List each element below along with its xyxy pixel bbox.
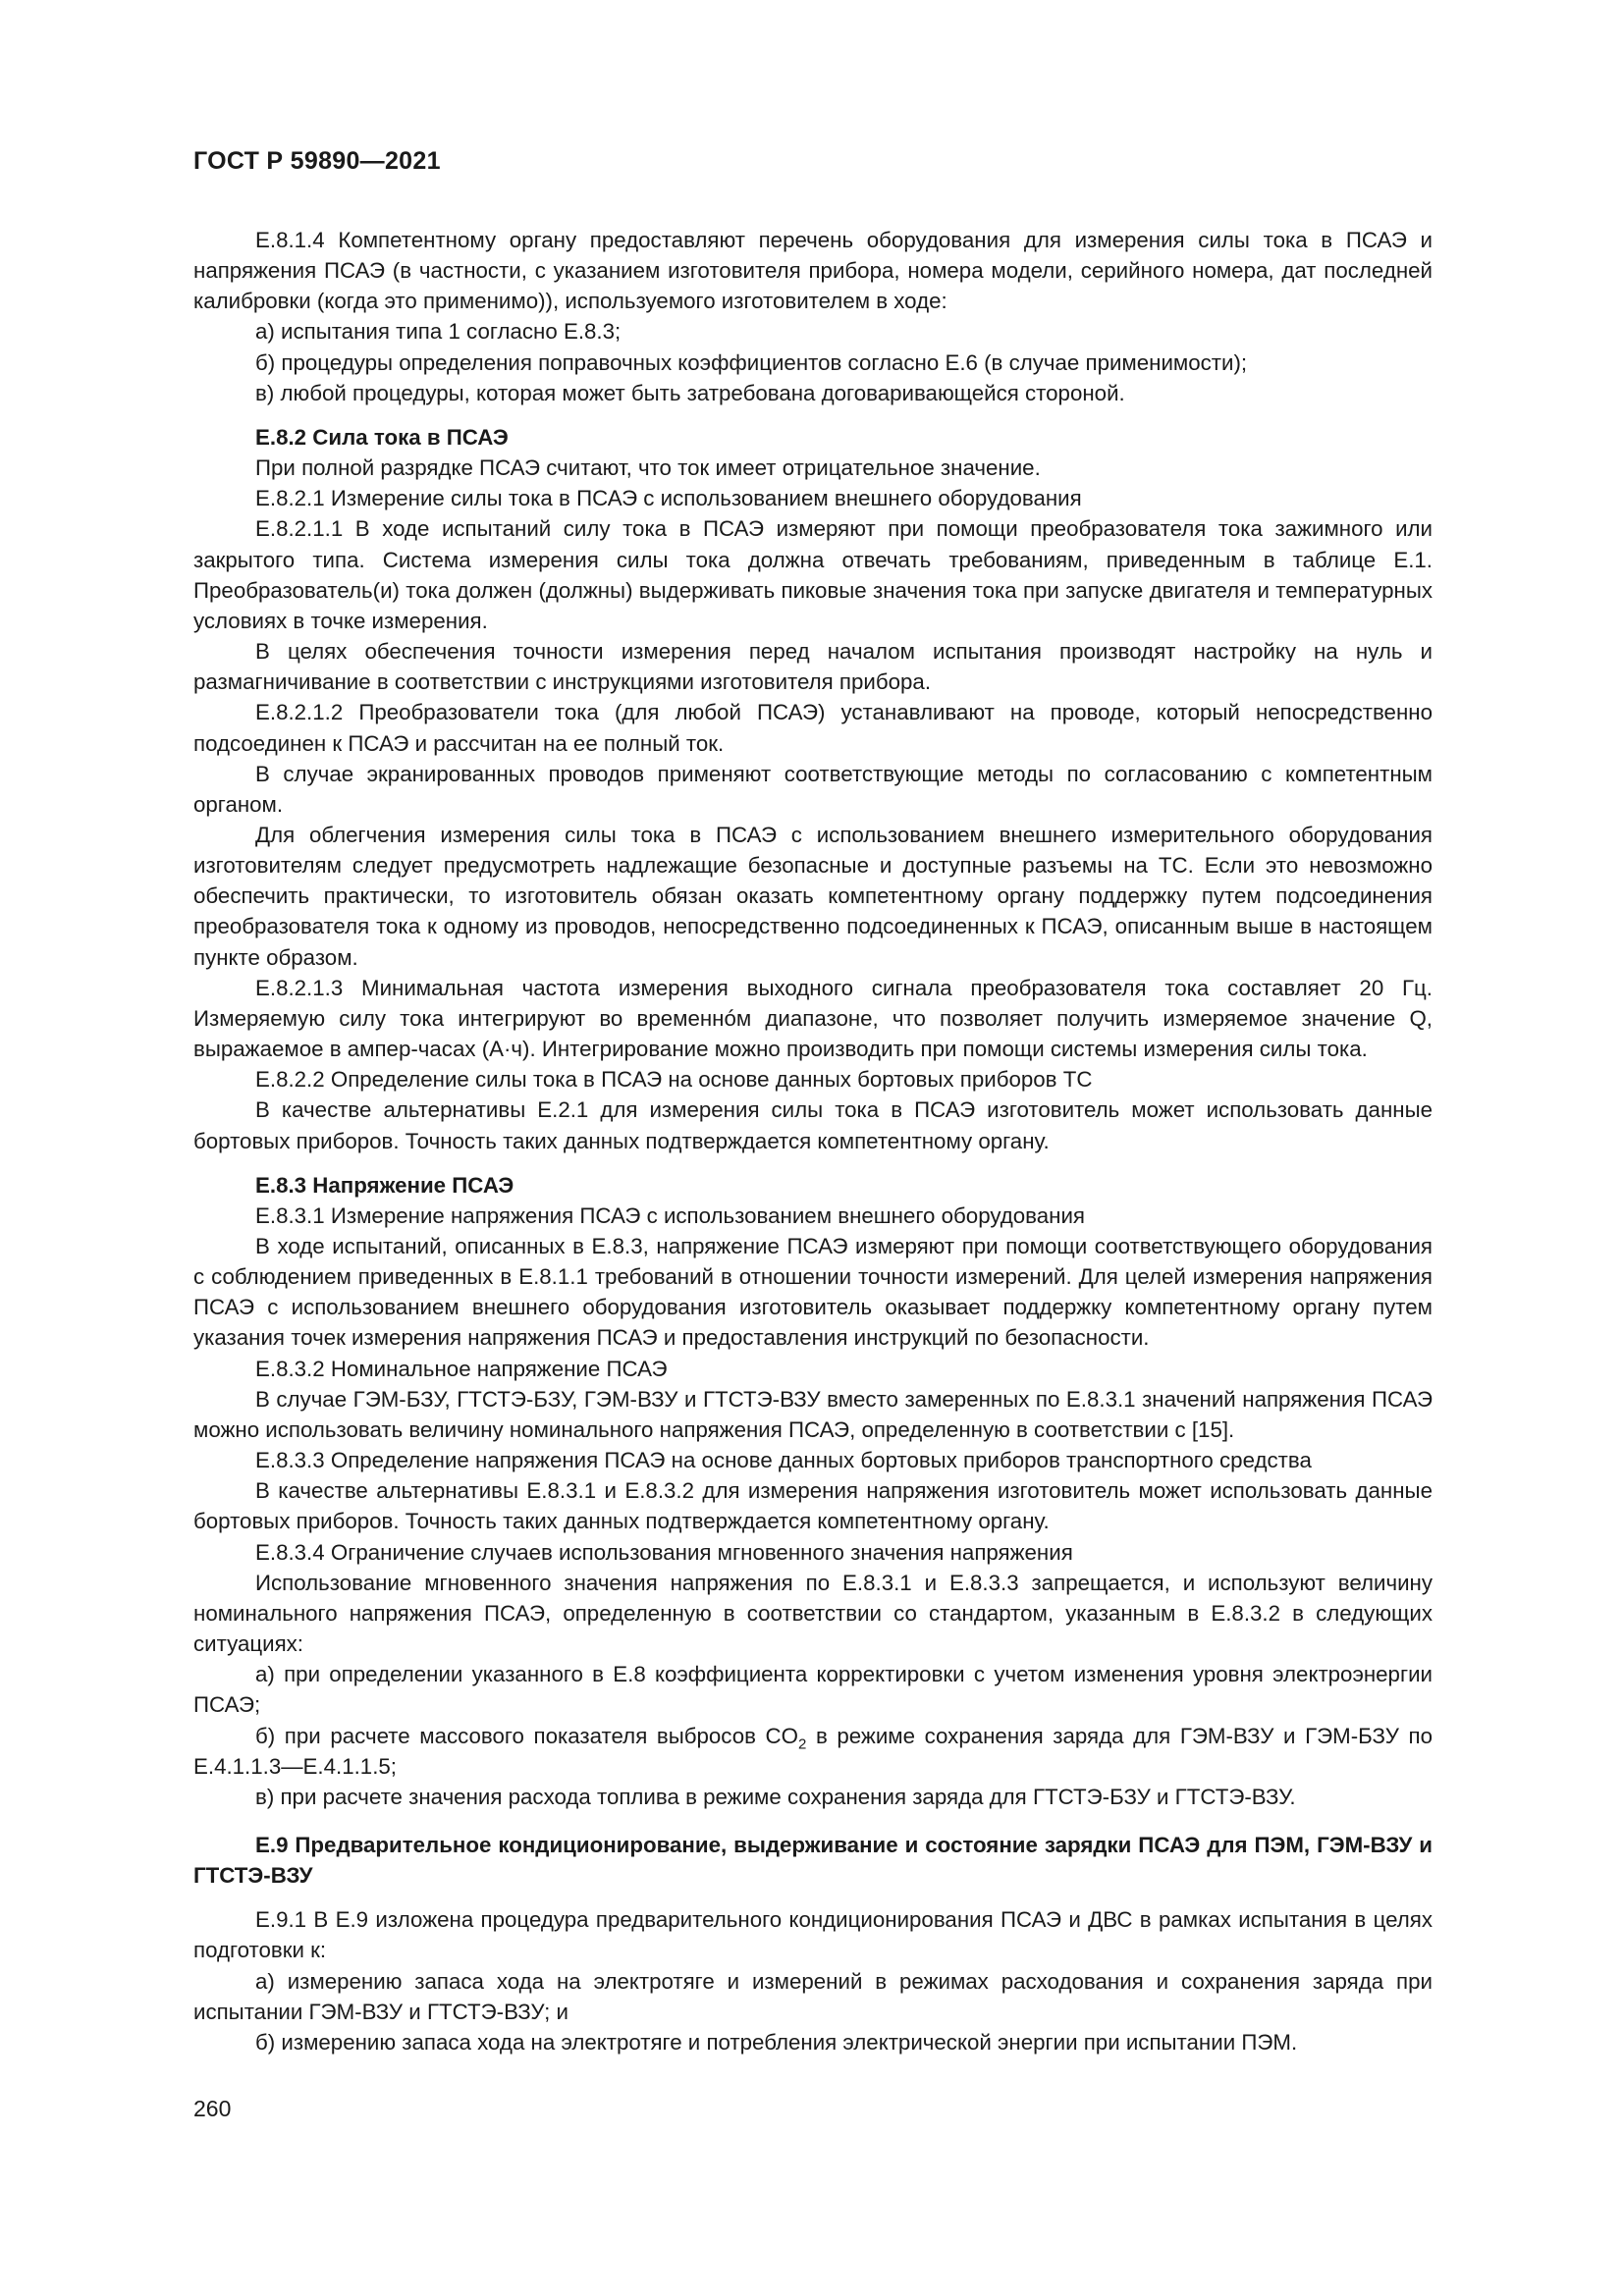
list-item-b-text: б) при расчете массового показателя выбросов CO: [255, 1723, 798, 1748]
paragraph-e8-2-1: Е.8.2.1 Измерение силы тока в ПСАЭ с использованием внешнего оборудования: [255, 486, 1082, 511]
list-item-v: в) любой процедуры, которая может быть затребована договаривающейся стороной.: [255, 380, 1125, 405]
paragraph-e8-3-1: Е.8.3.1 Измерение напряжения ПСАЭ с использованием внешнего оборудования: [255, 1202, 1085, 1228]
list-item-b: б) измерению запаса хода на электротяге и потребления электрической энергии при испытании ПЭМ.: [255, 2029, 1298, 2055]
paragraph-e8-2-1-1: Е.8.2.1.1 В ходе испытаний силу тока в ПСАЭ измеряют при помощи преобразователя тока зажимного или закрытого типа. Система измерения силы тока должна отвечать требованиям, приведенным в таблице Е.1. Преобразователь(и) тока должен (должны) выдерживать пиковые значения тока при запуске двигателя и температурных условиях в точке измерения.: [193, 516, 1433, 633]
list-item-b: [193, 1721, 1433, 1782]
paragraph: В случае ГЭМ-БЗУ, ГТСТЭ-БЗУ, ГЭМ-ВЗУ и ГТСТЭ-ВЗУ вместо замеренных по Е.8.3.1 значений напряжения ПСАЭ можно использовать величину номинального напряжения ПСАЭ, определенную в соответствии с [15].: [193, 1386, 1433, 1442]
section-heading-e8-3: Е.8.3 Напряжение ПСАЭ: [255, 1172, 514, 1198]
list-item-b: б) процедуры определения поправочных коэффициентов согласно Е.6 (в случае применимости);: [255, 349, 1248, 375]
paragraph: Для облегчения измерения силы тока в ПСАЭ с использованием внешнего измерительного оборудования изготовителям следует предусмотреть надлежащие безопасные и доступные разъемы на ТС. Если это невозможно обеспечить практически, то изготовитель обязан оказать компетентному органу поддержку путем подсоединения преобразователя тока к одному из проводов, непосредственно подсоединенных к ПСАЭ, описанным выше в настоящем пункте образом.: [193, 822, 1433, 970]
section-heading-e8-2: Е.8.2 Сила тока в ПСАЭ: [255, 424, 509, 450]
list-item-b-text-cont: в режиме сохранения заряда для ГЭМ-ВЗУ и ГЭМ-БЗУ по Е.4.1.1.3—Е.4.1.1.5;: [193, 1723, 1434, 1779]
page-number: 260: [193, 2096, 232, 2121]
paragraph: В ходе испытаний, описанных в Е.8.3, напряжение ПСАЭ измеряют при помощи соответствующего оборудования с соблюдением приведенных в Е.8.1.1 требований в отношении точности измерений. Для целей измерения напряжения ПСАЭ с использованием внешнего оборудования изготовитель оказывает поддержку компетентному органу путем указания точек измерения напряжения ПСАЭ и предоставления инструкций по безопасности.: [193, 1234, 1433, 1351]
list-item-v: в) при расчете значения расхода топлива в режиме сохранения заряда для ГТСТЭ-БЗУ и ГТСТЭ-ВЗУ.: [255, 1784, 1296, 1809]
paragraph-e8-2-2: Е.8.2.2 Определение силы тока в ПСАЭ на основе данных бортовых приборов ТС: [255, 1067, 1093, 1093]
paragraph-e8-3-2: Е.8.3.2 Номинальное напряжение ПСАЭ: [255, 1356, 668, 1381]
paragraph-e9-1: Е.9.1 В Е.9 изложена процедура предварительного кондиционирования ПСАЭ и ДВС в рамках испытания в целях подготовки к:: [193, 1907, 1433, 1963]
document-header: ГОСТ Р 59890—2021: [193, 147, 441, 175]
paragraph-e8-2-1-2: Е.8.2.1.2 Преобразователи тока (для любой ПСАЭ) устанавливают на проводе, который непосредственно подсоединен к ПСАЭ и рассчитан на ее полный ток.: [193, 700, 1433, 756]
section-heading-e9: Е.9 Предварительное кондиционирование, выдерживание и состояние зарядки ПСАЭ для ПЭМ, ГЭМ-ВЗУ и ГТСТЭ-ВЗУ: [193, 1832, 1433, 1889]
paragraph-e8-3-3: Е.8.3.3 Определение напряжения ПСАЭ на основе данных бортовых приборов транспортного средства: [255, 1448, 1312, 1473]
paragraph-e8-3-4: Е.8.3.4 Ограничение случаев использования мгновенного значения напряжения: [255, 1539, 1073, 1565]
paragraph: Использование мгновенного значения напряжения по Е.8.3.1 и Е.8.3.3 запрещается, и используют величину номинального напряжения ПСАЭ, определенную в соответствии со стандартом, указанным в Е.8.3.2 в следующих ситуациях:: [193, 1570, 1433, 1657]
paragraph: В случае экранированных проводов применяют соответствующие методы по согласованию с компетентным органом.: [193, 761, 1433, 817]
paragraph-e8-1-4: Е.8.1.4 Компетентному органу предоставляют перечень оборудования для измерения силы тока в ПСАЭ и напряжения ПСАЭ (в частности, с указанием изготовителя прибора, номера модели, серийного номера, дат последней калибровки (когда это применимо)), используемого изготовителем в ходе:: [193, 228, 1433, 314]
list-item-a: а) испытания типа 1 согласно Е.8.3;: [255, 319, 622, 345]
paragraph: В целях обеспечения точности измерения перед началом испытания производят настройку на нуль и размагничивание в соответствии с инструкциями изготовителя прибора.: [193, 639, 1433, 695]
document-body: [193, 225, 1433, 2057]
paragraph-e8-2-1-3: Е.8.2.1.3 Минимальная частота измерения выходного сигнала преобразователя тока составляет 20 Гц. Измеряемую силу тока интегрируют во временнóм диапазоне, что позволяет получить измеряемое значение Q, выражаемое в ампер-часах (А·ч). Интегрирование можно производить при помощи системы измерения силы тока.: [193, 975, 1433, 1062]
paragraph: В качестве альтернативы Е.8.3.1 и Е.8.3.2 для измерения напряжения изготовитель может использовать данные бортовых приборов. Точность таких данных подтверждается компетентному органу.: [193, 1478, 1433, 1534]
list-item-a: а) измерению запаса хода на электротяге и измерений в режимах расходования и сохранения заряда при испытании ГЭМ-ВЗУ и ГТСТЭ-ВЗУ; и: [193, 1968, 1433, 2024]
paragraph: При полной разрядке ПСАЭ считают, что ток имеет отрицательное значение.: [255, 455, 1041, 481]
list-item-a: а) при определении указанного в Е.8 коэффициента корректировки с учетом изменения уровня электроэнергии ПСАЭ;: [193, 1662, 1433, 1718]
subscript-2: 2: [798, 1735, 807, 1752]
paragraph: В качестве альтернативы Е.2.1 для измерения силы тока в ПСАЭ изготовитель может использовать данные бортовых приборов. Точность таких данных подтверждается компетентному органу.: [193, 1097, 1433, 1153]
